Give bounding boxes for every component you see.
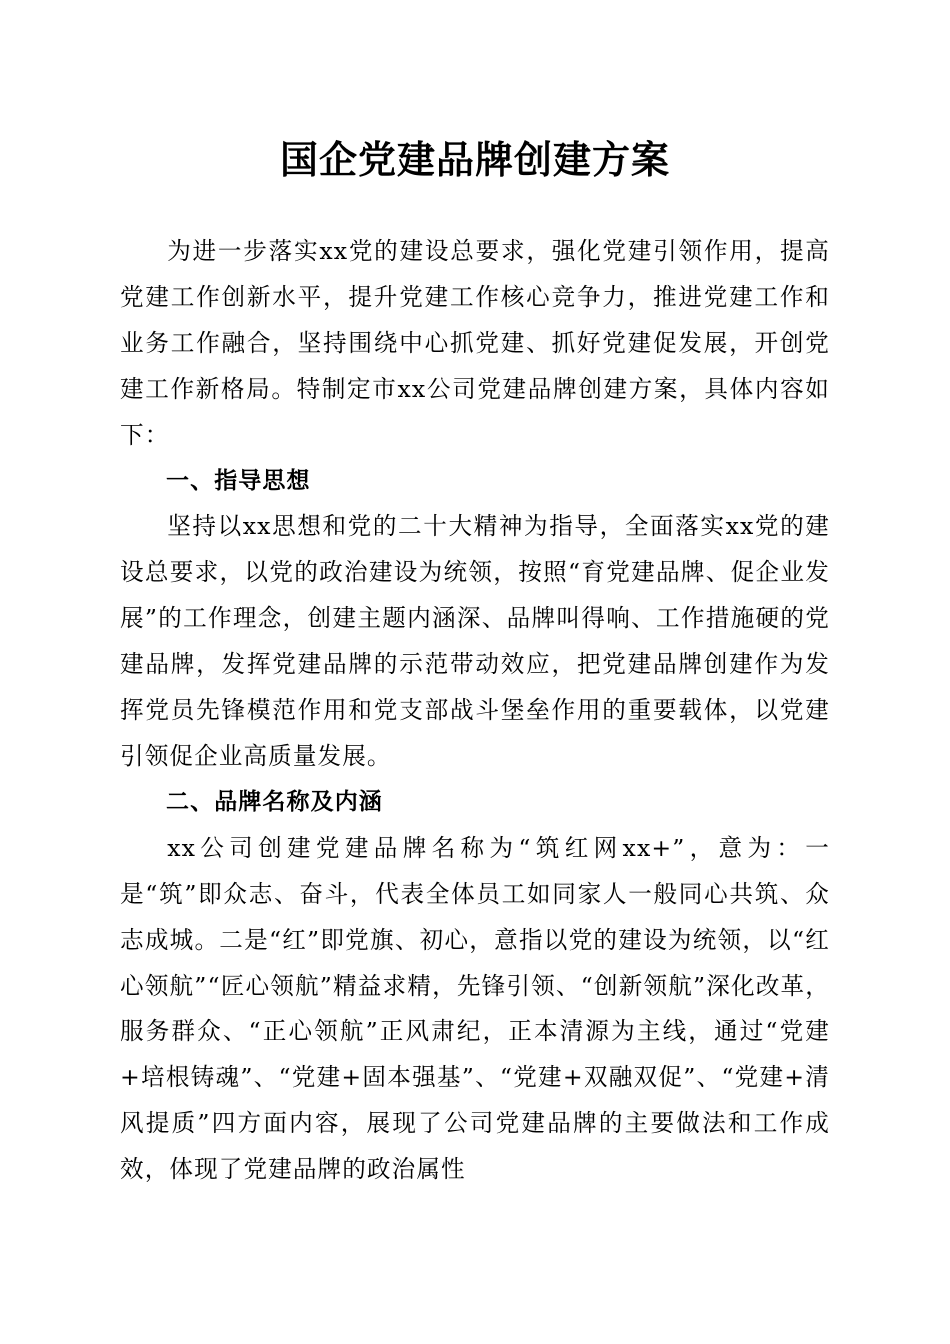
intro-paragraph: 为进一步落实xx党的建设总要求，强化党建引领作用，提高党建工作创新水平，提升党建工作核心竞争力，推进党建工作和业务工作融合，坚持围绕中心抓党建、抓好党建促发展，开创党建工作新格局。特制定市xx公司党建品牌创建方案，具体内容如下： xyxy=(120,237,830,449)
document-title: 国企党建品牌创建方案 xyxy=(279,137,670,182)
section-heading-guiding-ideology: 一、指导思想 xyxy=(166,467,311,494)
document-body xyxy=(120,229,830,1193)
brand-name-paragraph: xx公司创建党建品牌名称为“筑红网xx+”，意为：一是“筑”即众志、奋斗，代表全体员工如同家人一般同心共筑、众志成城。二是“红”即党旗、初心，意指以党的建设为统领，以“红心领航”“匠心领航”精益求精，先锋引领、“创新领航”深化改革，服务群众、“正心领航”正风肃纪，正本清源为主线，通过“党建+培根铸魂”、“党建+固本强基”、“党建+双融双促”、“党建+清风提质”四方面内容，展现了公司党建品牌的主要做法和工作成效，体现了党建品牌的政治属性 xyxy=(120,833,830,1184)
section-heading-brand-name: 二、品牌名称及内涵 xyxy=(166,788,383,815)
guiding-ideology-paragraph: 坚持以xx思想和党的二十大精神为指导，全面落实xx党的建设总要求，以党的政治建设为统领，按照“育党建品牌、促企业发展”的工作理念，创建主题内涵深、品牌叫得响、工作措施硬的党建品牌，发挥党建品牌的示范带动效应，把党建品牌创建作为发挥党员先锋模范作用和党支部战斗堡垒作用的重要载体，以党建引领促企业高质量发展。 xyxy=(120,512,830,770)
